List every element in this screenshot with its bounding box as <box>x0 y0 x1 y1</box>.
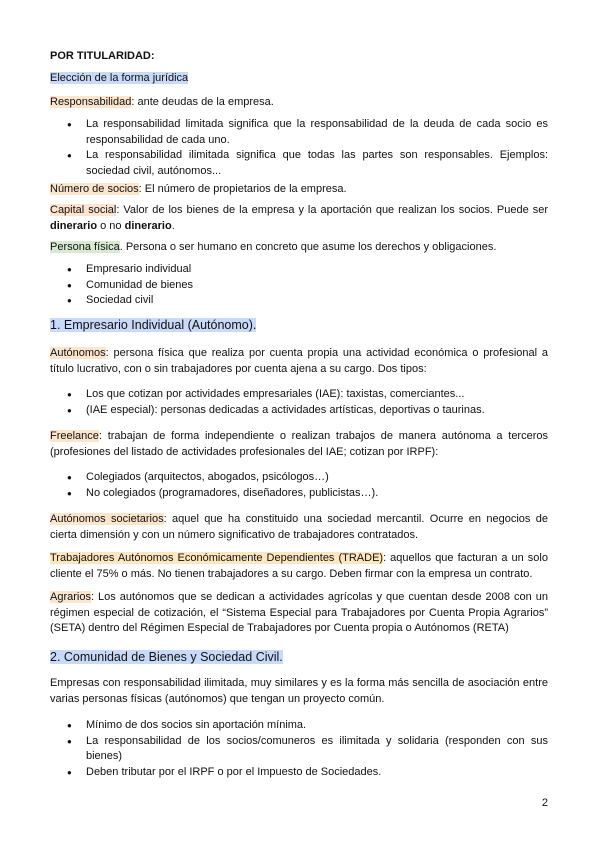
agrarios-paragraph <box>50 590 548 637</box>
heading-text: 1. Empresario Individual (Autónomo). <box>50 318 257 332</box>
list-item: ● Los que cotizan por actividades empresariales (IAE): taxistas, comerciantes... <box>50 387 548 403</box>
responsabilidad-paragraph <box>50 95 548 111</box>
freelance-text: : trabajan de forma independiente o realizan trabajos de manera autónoma a terceros (profesiones del listado de actividades profesionales del IAE; cotizan por IRPF): <box>50 430 548 458</box>
list-item: ● La responsabilidad de los socios/comuneros es ilimitada y solidaria (responden con sus bienes) <box>50 734 548 765</box>
numero-socios-paragraph <box>50 182 548 198</box>
page-number: 2 <box>541 797 548 809</box>
eleccion-line <box>50 71 548 87</box>
capital-social-text: . <box>171 219 175 232</box>
capital-social-text: : Valor de los bienes de la empresa y la aportación que realizan los socios. Puede ser <box>116 204 548 216</box>
persona-fisica-list <box>50 262 548 309</box>
persona-fisica-paragraph <box>50 240 548 256</box>
persona-fisica-term: Persona física <box>50 241 120 253</box>
list-item: ● Mínimo de dos socios sin aportación mínima. <box>50 718 548 734</box>
bold-term: dinerario <box>124 219 172 232</box>
list-item: ● Colegiados (arquitectos, abogados, psicólogos…) <box>50 470 548 486</box>
bold-term: dinerario <box>50 219 98 232</box>
list-item: ● (IAE especial): personas dedicadas a actividades artísticas, deportivas o taurinas. <box>50 403 548 419</box>
autonomos-societarios-term: Autónomos societarios <box>50 513 164 525</box>
list-item: ● Deben tributar por el IRPF o por el Impuesto de Sociedades. <box>50 765 548 781</box>
list-item: ● Sociedad civil <box>50 293 548 309</box>
eleccion-label: Elección de la forma jurídica <box>50 72 189 84</box>
agrarios-term: Agrarios <box>50 591 91 603</box>
section-title: POR TITULARIDAD: <box>50 50 155 62</box>
capital-social-paragraph <box>50 203 548 234</box>
list-item: ● Empresario individual <box>50 262 548 278</box>
capital-social-text: o no <box>97 219 125 232</box>
agrarios-text: : Los autónomos que se dedican a actividades agrícolas y que cuentan desde 2008 con un régimen especial de cotización, el “Sistema Especial para Trabajadores por Cuenta Propia Agrarios” (SETA) dentro del Régimen Especial de Trabajadores por Cuenta propia o Autónomos (RETA) <box>50 591 548 634</box>
autonomos-societarios-paragraph <box>50 512 548 543</box>
capital-social-term: Capital social <box>50 204 117 216</box>
freelance-term: Freelance <box>50 430 99 442</box>
trade-term: Trabajadores Autónomos Económicamente Dependientes (TRADE) <box>50 552 384 564</box>
responsabilidad-text: : ante deudas de la empresa. <box>131 96 274 108</box>
list-item: ● La responsabilidad limitada significa que la responsabilidad de la deuda de cada socio es responsabilidad de cada uno. <box>50 117 548 148</box>
list-item: ● Comunidad de bienes <box>50 278 548 294</box>
list-item: ● No colegiados (programadores, diseñadores, publicistas…). <box>50 486 548 502</box>
heading-text: 2. Comunidad de Bienes y Sociedad Civil. <box>50 650 283 664</box>
freelance-list <box>50 470 548 501</box>
trade-paragraph <box>50 551 548 582</box>
heading-empresario-individual <box>50 317 548 334</box>
trade-text: : aquellos que facturan a un solo cliente el 75% o más. No tienen trabajadores a su cargo. Deben firmar con la empresa un contrato. <box>50 552 548 580</box>
persona-fisica-text: . Persona o ser humano en concreto que asume los derechos y obligaciones. <box>119 241 497 253</box>
autonomos-paragraph <box>50 346 548 377</box>
responsabilidad-term: Responsabilidad <box>50 96 132 108</box>
comunidad-paragraph: Empresas con responsabilidad ilimitada, muy similares y es la forma más sencilla de asociación entre varias personas físicas (autónomos) que tengan un proyecto común. <box>50 677 548 705</box>
responsabilidad-list <box>50 117 548 179</box>
numero-socios-term: Número de socios <box>50 183 139 195</box>
autonomos-societarios-text: : aquel que ha constituido una sociedad mercantil. Ocurre en negocios de cierta dimensión y con un número significativo de trabajadores contratados. <box>50 513 548 541</box>
list-item: ● La responsabilidad ilimitada significa que todas las partes son responsables. Ejemplos: sociedad civil, autónomos... <box>50 148 548 179</box>
comunidad-list <box>50 718 548 780</box>
autonomos-text: : persona física que realiza por cuenta propia una actividad económica o profesional a título lucrativo, con o sin trabajadores por cuenta ajena a su cargo. Dos tipos: <box>50 347 548 375</box>
autonomos-term: Autónomos <box>50 347 106 359</box>
freelance-paragraph <box>50 429 548 460</box>
autonomos-list <box>50 387 548 418</box>
numero-socios-text: : El número de propietarios de la empresa. <box>138 183 347 195</box>
heading-comunidad-bienes <box>50 649 548 666</box>
